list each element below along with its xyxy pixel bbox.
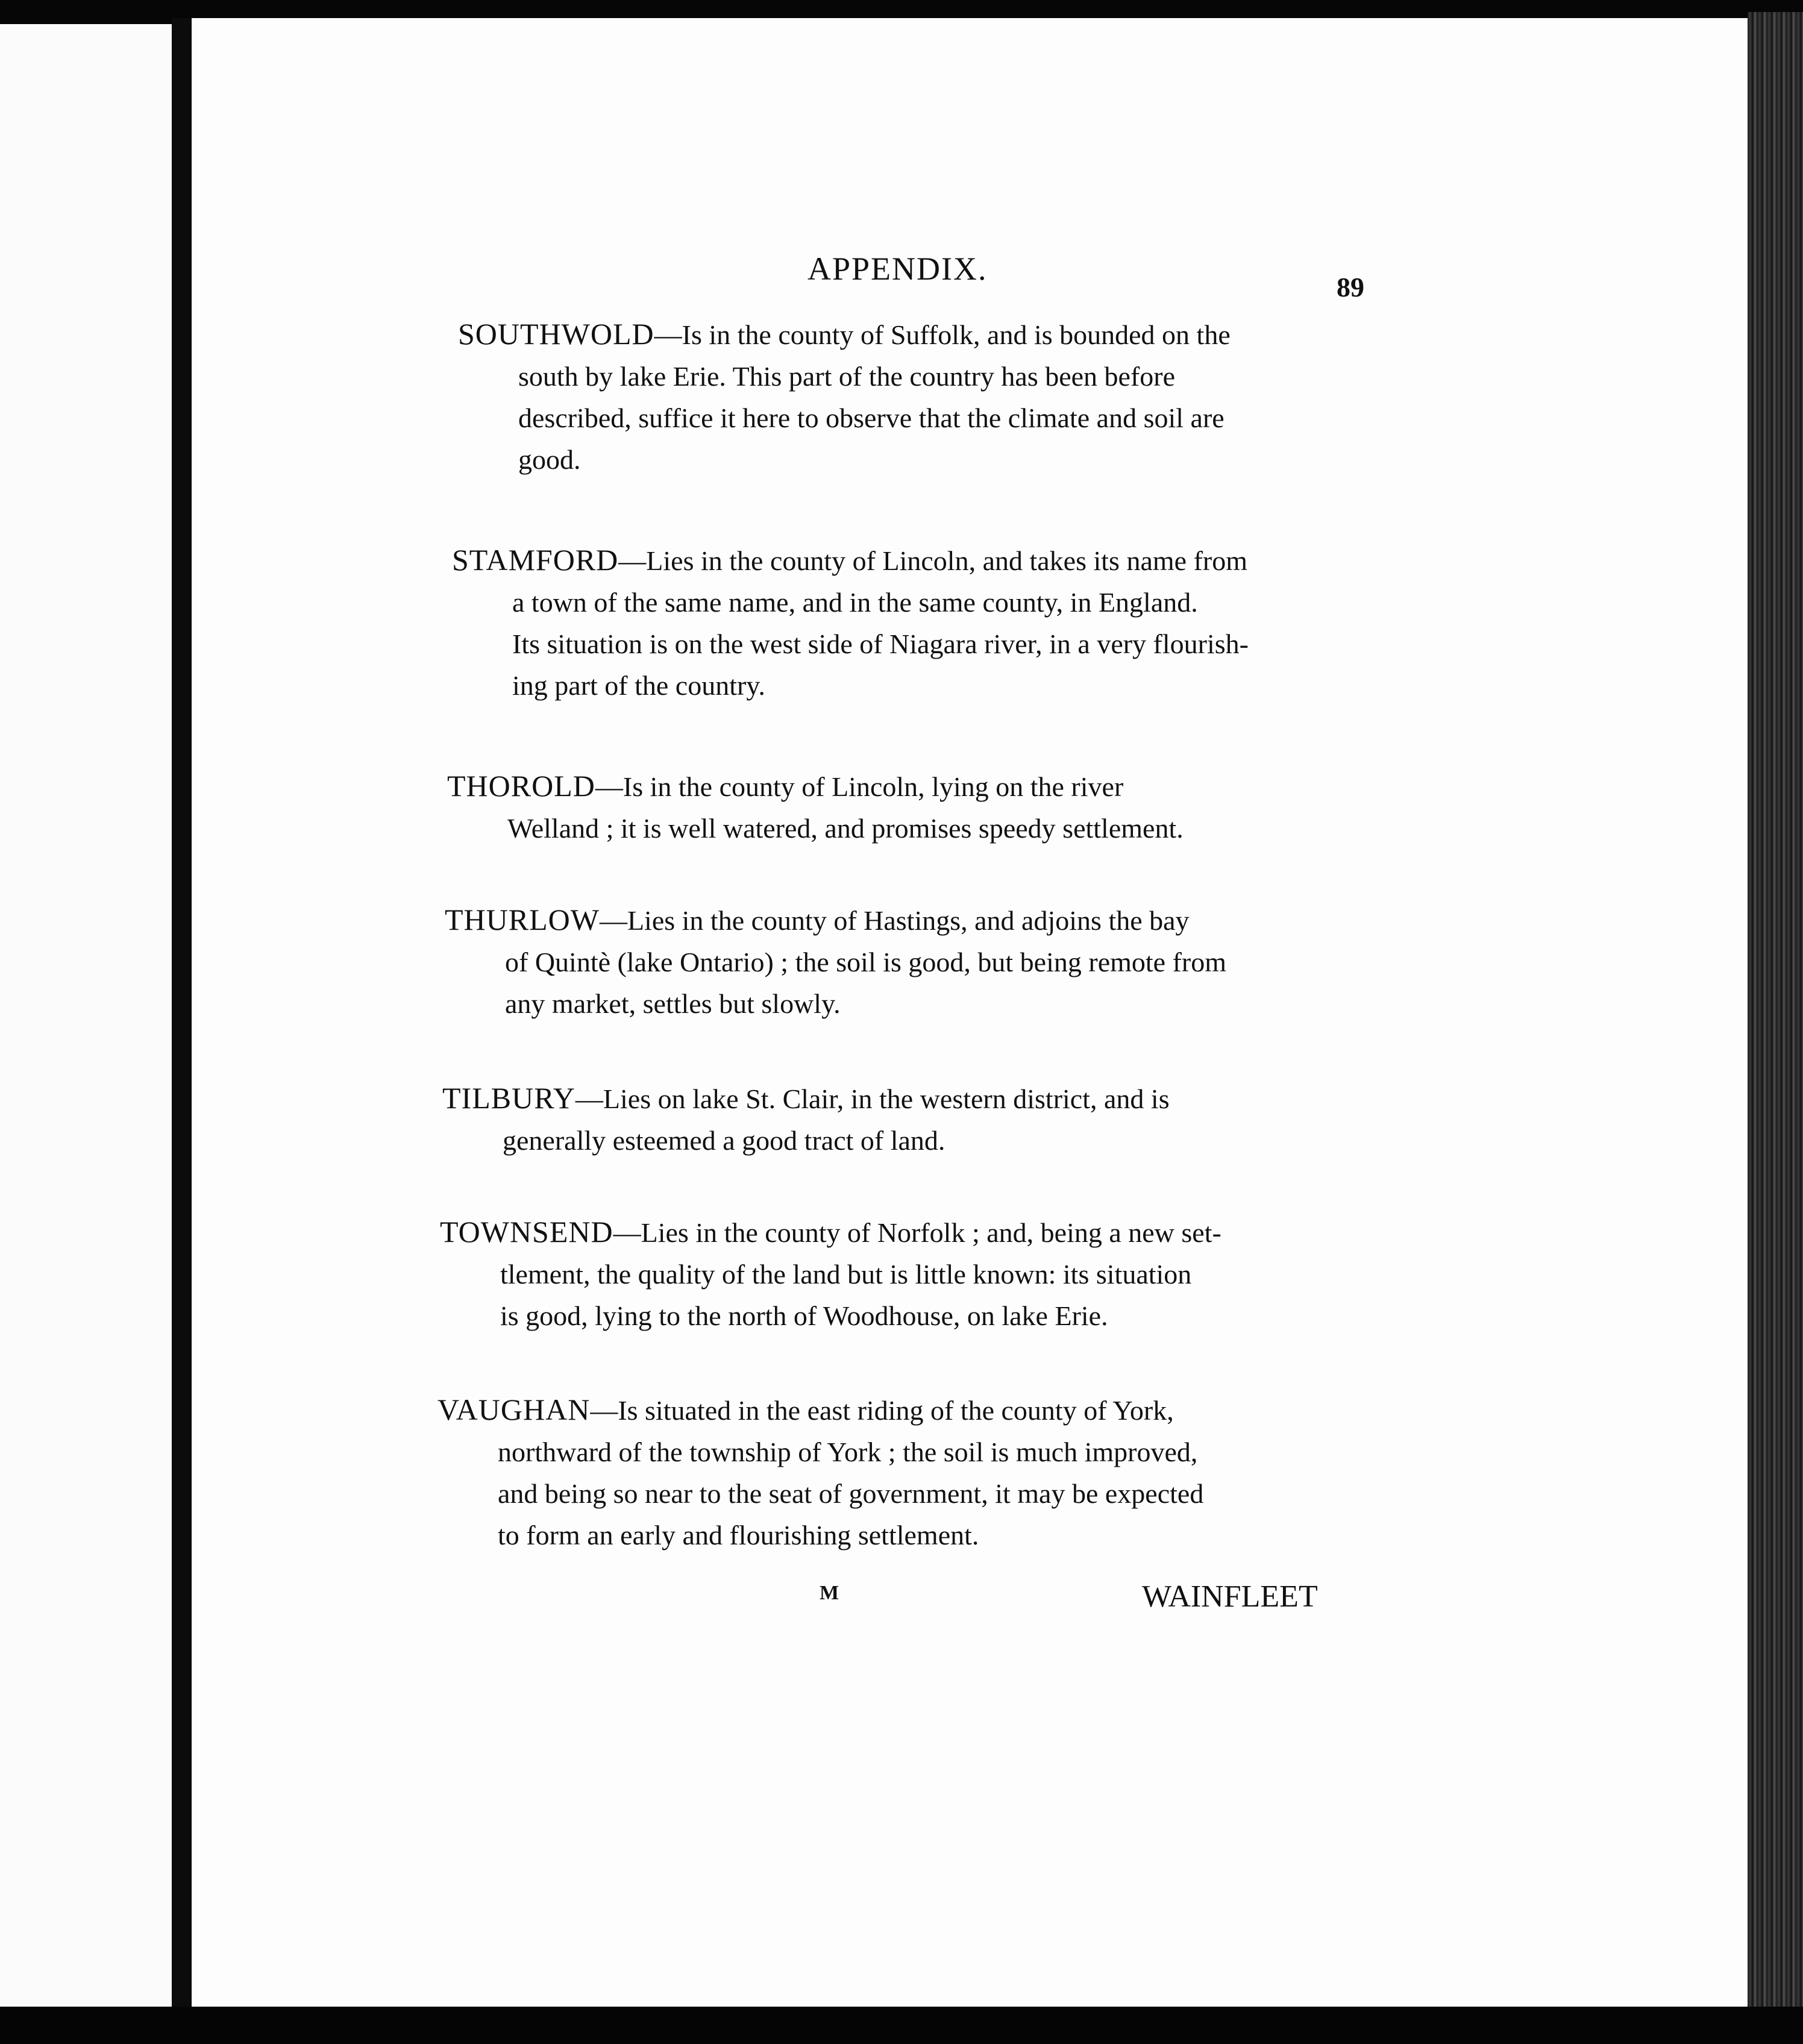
scan-bottom-border xyxy=(0,2007,1803,2044)
entry-line: any market, settles but slowly. xyxy=(505,988,841,1019)
catchword: WAINFLEET xyxy=(1142,1579,1318,1614)
entry-line: and being so near to the seat of government, it may be expected xyxy=(498,1478,1204,1509)
entry-line: TILBURY—Lies on lake St. Clair, in the western district, and is xyxy=(442,1081,1170,1115)
page-stack-edge xyxy=(1748,12,1803,2025)
entry-line: good. xyxy=(518,444,581,475)
entry-headword: VAUGHAN xyxy=(437,1393,591,1426)
gazetteer-entry-vaughan xyxy=(437,1389,1359,1556)
page-number: 89 xyxy=(1337,272,1364,303)
facing-page-edge xyxy=(0,24,172,2013)
gazetteer-entry-thorold xyxy=(447,765,1369,849)
entry-line: Welland ; it is well watered, and promises speedy settlement. xyxy=(507,813,1184,844)
gazetteer-entry-townsend xyxy=(440,1211,1362,1337)
entry-headword: SOUTHWOLD xyxy=(458,317,654,351)
entry-line: to form an early and flourishing settlement. xyxy=(498,1520,979,1550)
running-head: APPENDIX. xyxy=(807,251,988,287)
entry-line: THOROLD—Is in the county of Lincoln, lying on the river xyxy=(447,769,1124,803)
entry-line: Its situation is on the west side of Niagara river, in a very flourish- xyxy=(512,629,1249,659)
entry-headword: TOWNSEND xyxy=(440,1215,613,1249)
entry-line: is good, lying to the north of Woodhouse, on lake Erie. xyxy=(500,1300,1108,1331)
book-gutter xyxy=(172,18,190,2019)
entry-line: THURLOW—Lies in the county of Hastings, and adjoins the bay xyxy=(445,903,1190,936)
entry-line: tlement, the quality of the land but is little known: its situation xyxy=(500,1259,1192,1290)
gazetteer-entry-stamford xyxy=(452,539,1374,706)
entry-headword: THURLOW xyxy=(445,903,600,936)
entry-line: SOUTHWOLD—Is in the county of Suffolk, and is bounded on the xyxy=(458,317,1231,351)
entry-line: ing part of the country. xyxy=(512,670,765,701)
gazetteer-entry-thurlow xyxy=(445,899,1367,1024)
gazetteer-entry-southwold xyxy=(458,313,1380,480)
gazetteer-entry-tilbury xyxy=(442,1077,1364,1161)
entry-headword: TILBURY xyxy=(442,1081,575,1115)
entry-line: of Quintè (lake Ontario) ; the soil is good, but being remote from xyxy=(505,947,1227,977)
entry-line: STAMFORD—Lies in the county of Lincoln, and takes its name from xyxy=(452,543,1247,577)
entry-line: TOWNSEND—Lies in the county of Norfolk ; and, being a new set- xyxy=(440,1215,1221,1249)
entry-line: a town of the same name, and in the same county, in England. xyxy=(512,587,1198,618)
entry-line: northward of the township of York ; the soil is much improved, xyxy=(498,1437,1198,1467)
entry-line: VAUGHAN—Is situated in the east riding of the county of York, xyxy=(437,1393,1174,1426)
entry-line: described, suffice it here to observe that the climate and soil are xyxy=(518,403,1224,433)
entry-headword: STAMFORD xyxy=(452,543,619,577)
entry-line: south by lake Erie. This part of the country has been before xyxy=(518,361,1176,392)
entry-headword: THOROLD xyxy=(447,769,595,803)
signature-mark: M xyxy=(820,1582,839,1604)
entry-line: generally esteemed a good tract of land. xyxy=(503,1125,945,1156)
